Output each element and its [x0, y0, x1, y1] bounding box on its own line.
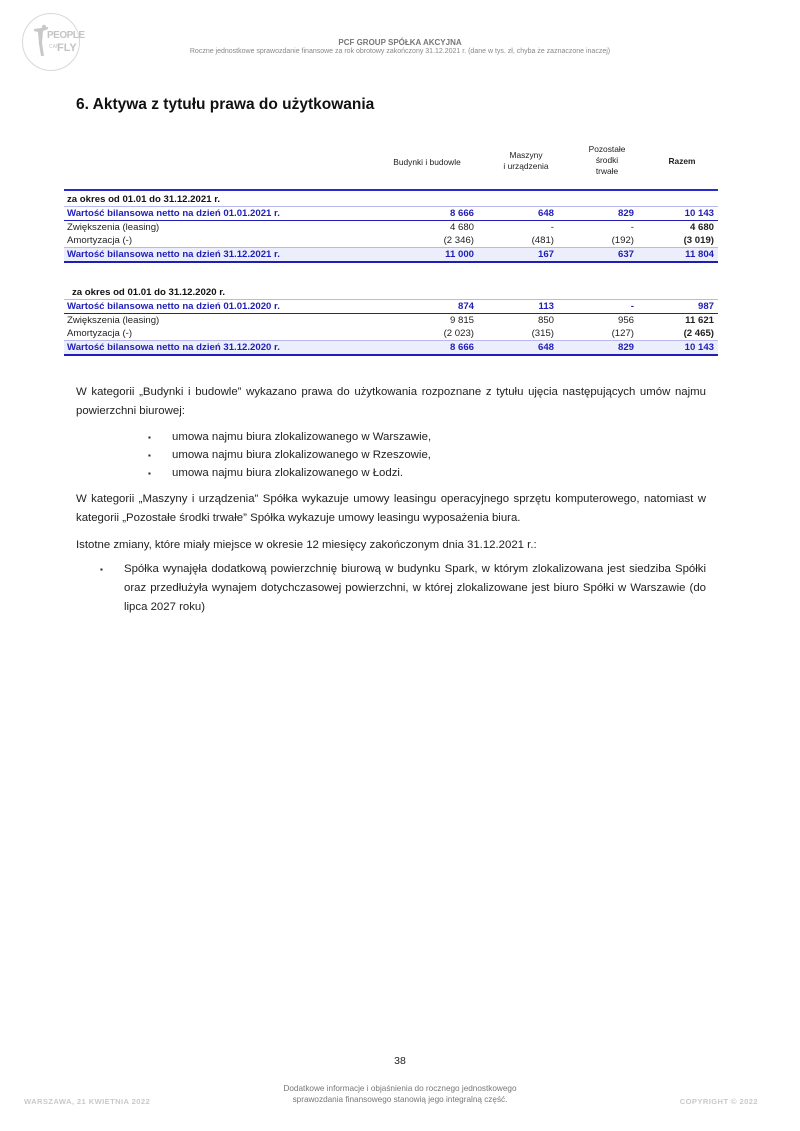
bullet-text: umowa najmu biura zlokalizowanego w Łodzi. [172, 467, 404, 479]
paragraph-buildings: W kategorii „Budynki i budowle” wykazano prawa do użytkowania rozpoznane z tytułu ujęcia następujących umów najmu powierzchni biurowej: [76, 386, 706, 417]
paragraph-changes-intro: Istotne zmiany, które miały miejsce w okresie 12 miesięcy zakończonym dnia 31.12.2021 r.: [76, 539, 537, 551]
cell-machines: 850 [537, 315, 554, 326]
cell-other: (192) [611, 235, 634, 246]
cell-other: 829 [558, 341, 638, 356]
cell-other: 829 [558, 207, 638, 221]
row-label: Zwiększenia (leasing) [67, 222, 160, 233]
row-label: Wartość bilansowa netto na dzień 31.12.2020 r. [64, 341, 398, 356]
logo-text-people: PEOPLE [47, 30, 85, 41]
col-header-buildings: Budynki i budowle [393, 157, 461, 167]
row-label: Amortyzacja (-) [67, 235, 133, 246]
section-title: 6. Aktywa z tytułu prawa do użytkowania [76, 96, 375, 113]
cell-buildings: (2 023) [443, 328, 474, 339]
cell-total: 987 [638, 300, 718, 314]
cell-total: 11 621 [685, 315, 714, 326]
table-period-2021 [64, 193, 718, 263]
cell-buildings: 11 000 [398, 248, 478, 263]
period-row [64, 193, 718, 207]
cell-total: 11 804 [638, 248, 718, 263]
cell-machines: 167 [478, 248, 558, 263]
cell-machines: (481) [531, 235, 554, 246]
bullet-item [100, 560, 706, 617]
row-label: Wartość bilansowa netto na dzień 01.01.2021 r. [64, 207, 398, 221]
cell-total: (2 465) [683, 328, 714, 339]
period-label: za okres od 01.01 do 31.12.2021 r. [67, 194, 221, 205]
logo-text-can: CAN [49, 44, 60, 50]
cell-total: 10 143 [638, 341, 718, 356]
bullet-text: umowa najmu biura zlokalizowanego w Rzeszowie, [172, 449, 431, 461]
cell-total: (3 019) [683, 235, 714, 246]
period-row [64, 286, 718, 300]
bullet-icon: ▪ [100, 565, 103, 574]
col-header-other-line2: środki [595, 155, 619, 165]
cell-other: - [630, 222, 634, 233]
table-row [64, 300, 718, 314]
col-header-other-line3: trwałe [595, 166, 619, 176]
footer-note-line1: Dodatkowe informacje i objaśnienia do rocznego jednostkowego [283, 1084, 517, 1093]
bullet-item [148, 428, 431, 447]
row-label: Amortyzacja (-) [67, 328, 133, 339]
cell-machines: (315) [531, 328, 554, 339]
col-header-machines-line1: Maszyny [509, 150, 543, 160]
cell-buildings: 8 666 [398, 341, 478, 356]
paragraph-machines: W kategorii „Maszyny i urządzenia” Spółka wykazuje umowy leasingu operacyjnego sprzętu komputerowego, natomiast w kategorii „Pozostałe środki trwałe” Spółka wykazuje umowy leasingu wyposażenia biura. [76, 493, 706, 524]
footer-note-line2: sprawozdania finansowego stanowią jego integralną część. [292, 1095, 508, 1104]
company-name: PCF GROUP SPÓŁKA AKCYJNA [338, 38, 462, 47]
cell-other: - [558, 300, 638, 314]
table-header [64, 139, 718, 191]
cell-total: 10 143 [638, 207, 718, 221]
table-period-2020 [64, 286, 718, 356]
cell-machines: 113 [478, 300, 558, 314]
cell-buildings: 874 [398, 300, 478, 314]
cell-other: (127) [611, 328, 634, 339]
page-number: 38 [394, 1055, 406, 1067]
bullet-item [148, 464, 403, 483]
row-label: Wartość bilansowa netto na dzień 01.01.2020 r. [64, 300, 398, 314]
cell-machines: 648 [478, 341, 558, 356]
cell-machines: 648 [478, 207, 558, 221]
table-row [64, 234, 718, 248]
table-row [64, 314, 718, 328]
logo-text-fly: FLY [57, 42, 77, 54]
cell-machines: - [550, 222, 554, 233]
table-row [64, 248, 718, 263]
bullet-icon: ▪ [148, 433, 151, 442]
report-subtitle: Roczne jednostkowe sprawozdanie finansowe za rok obrotowy zakończony 31.12.2021 r. (dane w tys. zł, chyba że zaznaczone inaczej) [189, 48, 611, 55]
cell-buildings: (2 346) [443, 235, 474, 246]
col-header-other-line1: Pozostałe [588, 144, 626, 154]
footer-copyright: COPYRIGHT © 2022 [679, 1097, 758, 1106]
cell-total: 4 680 [689, 222, 714, 233]
bullet-icon: ▪ [148, 469, 151, 478]
cell-buildings: 8 666 [398, 207, 478, 221]
bullet-text: Spółka wynajęła dodatkową powierzchnię biurową w budynku Spark, w którym zlokalizowana jest siedziba Spółki oraz przedłużyła wynajem dotychczasowej powierzchni, w której zlokalizowane jest biuro Spółki w Warszawie (do lipca 2027 roku) [124, 563, 706, 613]
cell-buildings: 9 815 [449, 315, 474, 326]
bullet-item [148, 446, 431, 465]
row-label: Zwiększenia (leasing) [67, 315, 160, 326]
cell-other: 637 [558, 248, 638, 263]
table-row [64, 327, 718, 341]
period-label: za okres od 01.01 do 31.12.2020 r. [72, 287, 226, 298]
cell-buildings: 4 680 [449, 222, 474, 233]
col-header-other [572, 144, 642, 177]
table-row [64, 341, 718, 356]
footer-date: WARSZAWA, 21 KWIETNIA 2022 [24, 1097, 151, 1106]
cell-other: 956 [617, 315, 634, 326]
col-header-total: Razem [668, 156, 696, 166]
col-header-machines-line2: i urządzenia [503, 161, 549, 171]
col-header-machines [486, 150, 566, 172]
bullet-text: umowa najmu biura zlokalizowanego w Warszawie, [172, 431, 432, 443]
bullet-icon: ▪ [148, 451, 151, 460]
table-row [64, 207, 718, 221]
row-label: Wartość bilansowa netto na dzień 31.12.2021 r. [64, 248, 398, 263]
table-row [64, 221, 718, 235]
